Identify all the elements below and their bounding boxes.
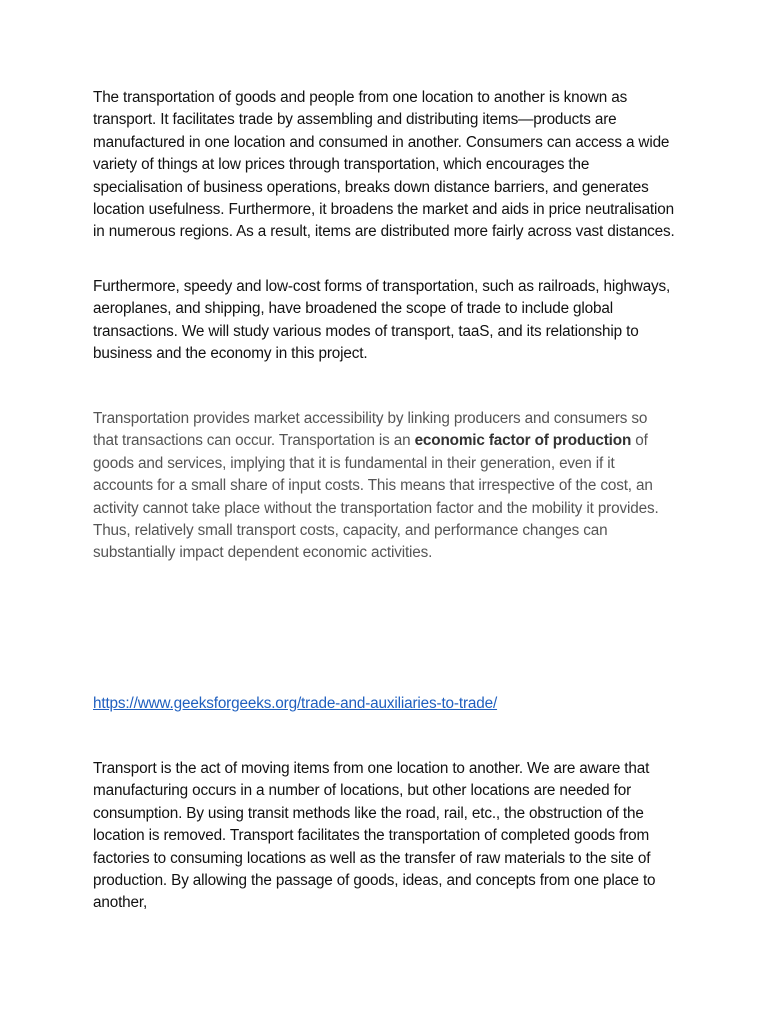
source-link[interactable]: https://www.geeksforgeeks.org/trade-and-auxiliaries-to-trade/ <box>93 695 498 712</box>
scope-paragraph: Furthermore, speedy and low-cost forms of transportation, such as railroads, highways, aeroplanes, and shipping, have broadened the scope of trade to include global transactions. We will study various modes of transport, taaS, and its relationship to business and the economy in this project. <box>93 278 671 363</box>
accessibility-text-start: Transportation provides market accessibility by linking producers and consumers so that transactions can occur. Transportation is an <box>93 410 648 450</box>
transport-definition-paragraph: Transport is the act of moving items from one location to another. We are aware that manufacturing occurs in a number of locations, but other locations are needed for consumption. By using transit methods like the road, rail, etc., the obstruction of the location is removed. Transport facilitates the transportation of completed goods from factories to consuming locations as well as the transfer of raw materials to the site of production. By allowing the passage of goods, ideas, and concepts from one place to another, <box>93 760 656 912</box>
intro-paragraph: The transportation of goods and people from one location to another is known as transport. It facilitates trade by assembling and distributing items—products are manufactured in one location and consumed in another. Consumers can access a wide variety of things at low prices through transportation, which encourages the specialisation of business operations, breaks down distance barriers, and generates location usefulness. Furthermore, it broadens the market and aids in price neutralisation in numerous regions. As a result, items are distributed more fairly across vast distances. <box>93 89 675 241</box>
accessibility-text-end: of goods and services, implying that it is fundamental in their generation, even if it accounts for a small share of input costs. This means that irrespective of the cost, an activity cannot take place without the transportation factor and the mobility it provides. Thus, relatively small transport costs, capacity, and performance changes can substantially impact dependent economic activities. <box>93 432 659 562</box>
accessibility-paragraph <box>93 408 675 565</box>
accessibility-bold-term: economic factor of production <box>414 432 632 450</box>
